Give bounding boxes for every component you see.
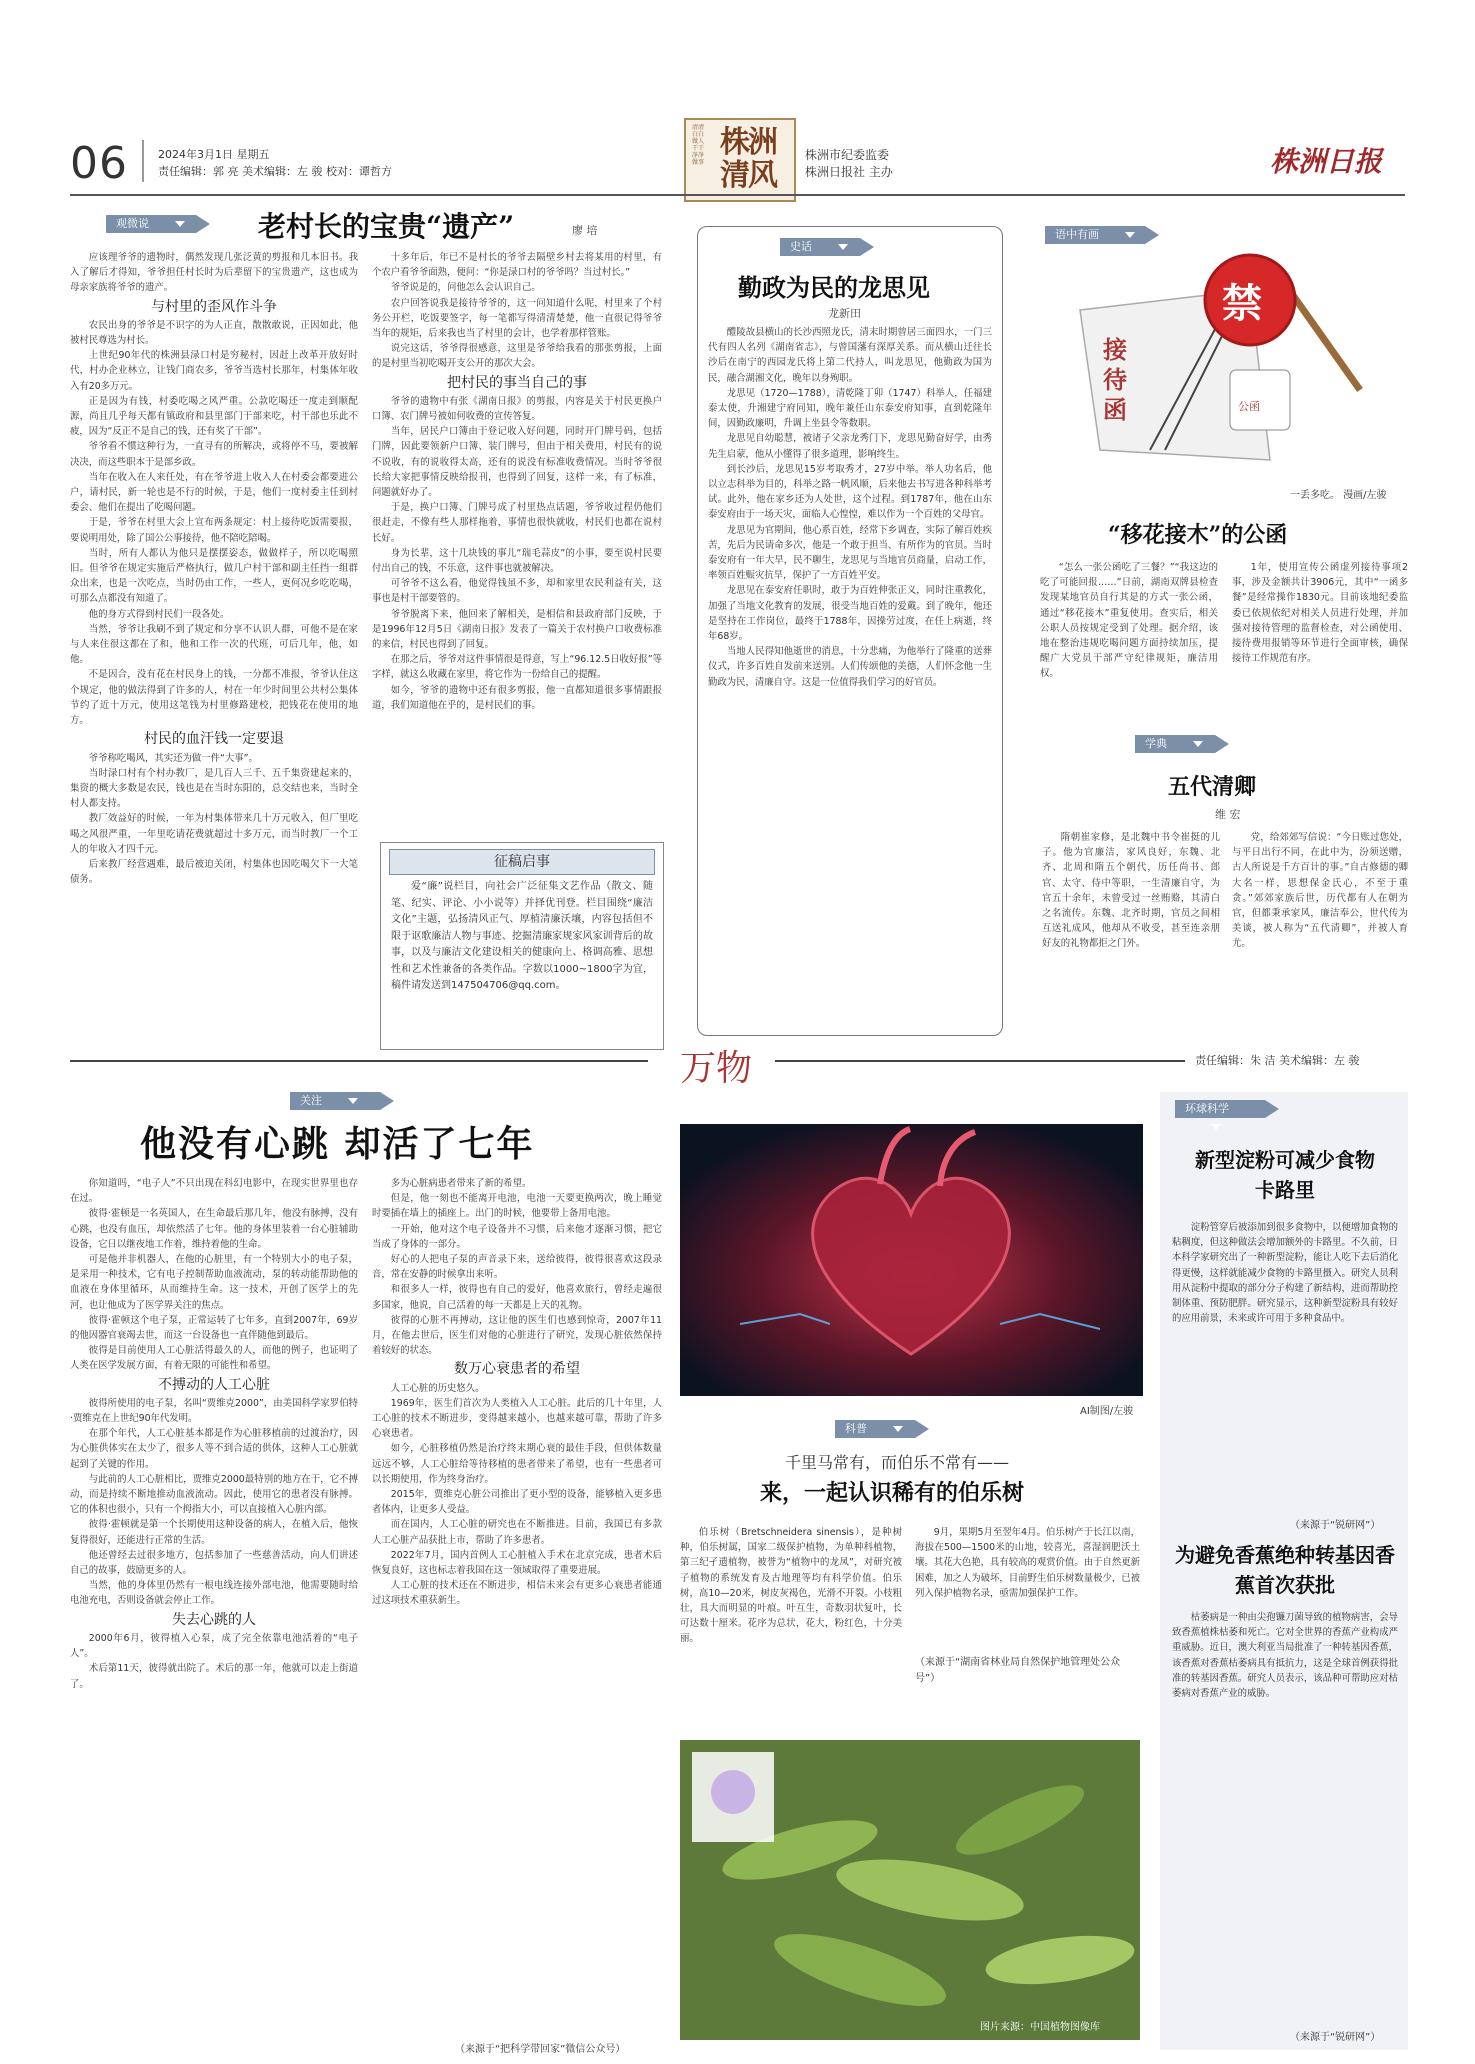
article2-title: 勤政为民的龙思见 bbox=[738, 273, 930, 302]
subheading: 与村里的歪风作斗争 bbox=[151, 298, 277, 315]
article7-source: （来源于“锐研网”） bbox=[1290, 1520, 1381, 1531]
tag-label: 科普 bbox=[845, 1422, 867, 1435]
paragraph: 爷爷的遗物中有张《湖南日报》的剪报，内容是关于村民更换户口簿、农门牌号被如何收费的宣传答复。 bbox=[372, 395, 662, 423]
article7-title: 新型淀粉可减少食物卡路里 bbox=[1195, 1148, 1375, 1202]
paragraph: 而在国内，人工心脏的研究也在不断推进。目前，我国已有多款人工心脏产品获批上市，帮助了许多患者。 bbox=[372, 1519, 662, 1546]
article4-col1 bbox=[1042, 830, 1220, 1040]
paragraph: 2015年，贾维克心脏公司推出了更小型的设备，能够植入更多患者体内，让更多人受益。 bbox=[372, 1489, 662, 1516]
paragraph: 伯乐树（Bretschneidera sinensis），是种树种，伯乐树属，国家二级保护植物，为单种科植物，第三纪孑遗植物，被誉为“植物中的龙凤”，对研究被子植物的系统发育及古地理等均有科学价值。伯乐树，高10—20米，树皮灰褐色，光滑不开裂。小枝粗壮，具大而明显的叶痕。叶互生，奇数羽状复叶，长可达数十厘米。花序为总状，花大，粉红色，十分美丽。 bbox=[680, 1527, 902, 1645]
paragraph: 爷爷说是的，问他怎么会认识自己。 bbox=[390, 282, 541, 294]
paragraph: 爷爷脱离下来，他回来了解相关，是相信和县政府部门反映，于是1996年12月5日《湖南日报》发表了一篇关于农村换户口收费标准的来信，村民也得到了回复。 bbox=[372, 608, 662, 651]
paragraph: 与此前的人工心脏相比，贾维克2000最特别的地方在于，它不搏动，而是持续不断地推动血液流动。因此，使用它的患者没有脉搏。它的体积也很小，只有一个拇指大小，可以直接植入心脏内部。 bbox=[70, 1473, 358, 1516]
paragraph: 1969年，医生们首次为人类植入人工心脏。此后的几十年里，人工心脏的技术不断进步，变得越来越小，也越来越可靠，帮助了许多心衰患者。 bbox=[372, 1397, 662, 1440]
header-divider bbox=[142, 140, 144, 182]
paragraph: 淀粉管穿后被添加到很多食物中，以便增加食物的粘稠度，但这种做法会增加额外的卡路里。不久前，日本科学家研究出了一种新型淀粉，能让人吃下去后消化得更慢，这样就能减少食物的卡路里摄入。研究人员利用从淀粉中提取的部分分子构建了新结构，进而帮助控制体重、预防肥胖。研究显示，这种新型淀粉具有较好的应用前景，未来或许可用于多种食品中。 bbox=[1172, 1222, 1398, 1325]
paragraph: 党，给郊郊写信说：“今日账过您处，与平日出行不同，在此中为，汾须送赠，古人所说是千方百计的事。”自古修德的卿大名一样，思想保金氏心，不至于重贪。”郊郊家族后世，历代都有人在朝为官，但都秉承家风，廉洁奉公，世代传为美谈，被人称为“五代清卿”，并被人育尤。 bbox=[1232, 832, 1408, 950]
article3-col2 bbox=[1232, 560, 1408, 710]
submission-title: 征稿启事 bbox=[389, 849, 655, 875]
paragraph: 教厂效益好的时候，一年为村集体带来几十万元收入，但厂里吃喝之风很严重，一年里吃请花费就超过十多万元，而当时教厂一个工人的年收入才四千元。 bbox=[70, 813, 358, 855]
paragraph: 龙思见在泰安府任职时，敢于为百姓伸张正义，同时注重教化，加强了当地文化教育的发展，很受当地百姓的爱戴。到了晚年，他还是坚持在工作岗位，最终于1788年，因操劳过度，在任上病逝，终年68岁。 bbox=[708, 585, 992, 643]
paragraph: 在那之后，爷爷对这件事情很是得意，写上“96.12.5日收好报”等字样，就这么收藏在家里，将它作为一份给自己的提醒。 bbox=[372, 654, 662, 681]
paragraph: 醴陵故县横山的长沙西照龙氏，清末时期曾居三面四水，一门三代有四人名列《湖南省志》，与曾国藩有深厚关系。而从横山迁往长沙后在南宁的西园龙氏将上第二代持人，叫龙思见，他勤政为国为民，融合湖湘文化，晚年以身殉职。 bbox=[708, 327, 992, 384]
article3-col1 bbox=[1040, 560, 1218, 710]
paragraph: 龙思见为官期间，他心系百姓，经常下乡调查，实际了解百姓疾苦，先后为民请命多次，他是一个敢于担当、有所作为的官员。当时泰安府有一年大旱，民不聊生，龙思见与当地官员商量，启动工作，率领百姓赈灾抗旱，保护了一方百姓平安。 bbox=[708, 524, 992, 582]
paragraph: 到长沙后，龙思见15岁考取秀才，27岁中举。举人功名后，他以立志科举为目的，科举之路一帆风顺，后来他去书写进各种科举考试。此外，他在家乡还为人处世，这个过程。到1787年，他在山东泰安府由于一场天灾，面临人心惶惶，难以作为一个百姓的父母官。 bbox=[708, 463, 992, 521]
masthead-slogan: 清清白白做人 干干净净做事 bbox=[692, 124, 704, 166]
document-label: 接待函 bbox=[1103, 336, 1127, 424]
paragraph: 彼得是目前使用人工心脏活得最久的人，而他的例子，也证明了人类在医学发展方面，有着无限的可能性和希望。 bbox=[70, 1345, 358, 1372]
section-title: 万物 bbox=[680, 1048, 753, 1089]
paragraph: 农民出身的爷爷是不识字的为人正直，散散敢说，正因如此，他被村民尊选为村长。 bbox=[70, 319, 358, 347]
figure-credit: AI制图/左骏 bbox=[1080, 1406, 1134, 1417]
tag-label: 环球科学 bbox=[1185, 1102, 1229, 1115]
paragraph: 如今，爷爷的遗物中还有很多剪报，他一直都知道很多事情跟报道，我们知道他在乎的，是村民们的事。 bbox=[372, 684, 662, 711]
date-line: 2024年3月1日 星期五 bbox=[158, 148, 270, 161]
header-rule bbox=[70, 194, 1405, 196]
subheading: 不搏动的人工心脏 bbox=[158, 1376, 270, 1393]
subheading: 把村民的事当自己的事 bbox=[447, 374, 587, 391]
article7-title2: 为避免香蕉绝种转基因香蕉首次获批 bbox=[1175, 1543, 1395, 1597]
article7-body bbox=[1172, 1220, 1398, 1510]
subheading: 村民的血汗钱一定要退 bbox=[144, 731, 284, 748]
paragraph: “怎么一张公函吃了三餐？”“我这边的吃了可能回报……”日前，湖南双牌县检查发现某地官员自行其是的方式一张公函，通过“移花接木”重复使用。查实后，相关公职人员按规定受到了处理。据介绍，该地在整治违规吃喝问题方面持续加压，提醒广大党员干部严守纪律规矩，廉洁用权。 bbox=[1040, 562, 1218, 680]
paragraph: 他还曾经去过很多地方，包括参加了一些慈善活动，向人们讲述自己的故事，鼓励更多的人。 bbox=[70, 1549, 358, 1577]
paragraph: 但是，他一刻也不能离开电池，电池一天要更换两次，晚上睡觉时要插在墙上的插座上。出门的时候，他要带上备用电池。 bbox=[372, 1193, 662, 1220]
paragraph: 枯萎病是一种由尖孢镰刀菌导致的植物病害，会导致香蕉植株枯萎和死亡。它对全世界的香蕉产业构成严重威胁。近日，澳大利亚当局批准了一种转基因香蕉，该香蕉对香蕉枯萎病具有抵抗力，这是全球首例获得批准的转基因香蕉。研究人员表示，该品种可帮助应对枯萎病对香蕉产业的威胁。 bbox=[1172, 1612, 1398, 1700]
paragraph: 当地人民得知他逝世的消息，十分悲痛，为他举行了隆重的送葬仪式，许多百姓自发前来送别。人们传颂他的美德，人们怀念他一生勤政为民，清廉自守。这是一位值得我们学习的好官员。 bbox=[708, 646, 992, 688]
article5-col1 bbox=[70, 1176, 358, 2056]
paragraph: 身为长辈，这十几块钱的事儿“瑞毛蒜皮”的小事，要至说村民要付出自己的钱，不乐意，这件事也就被解决。 bbox=[372, 547, 662, 575]
tag-label: 学典 bbox=[1145, 737, 1167, 750]
tag-label: 关注 bbox=[300, 1094, 322, 1107]
section-editors: 责任编辑：朱 洁 美术编辑：左 骏 bbox=[1195, 1054, 1360, 1067]
tag-guanweishuo bbox=[106, 215, 196, 233]
sponsor-2: 株洲日报社 主办 bbox=[805, 165, 893, 179]
subheading: 数万心衰患者的希望 bbox=[454, 1361, 580, 1378]
paragraph: 于是，换户口簿、门牌号成了村里热点话题，爷爷收过程仍他们很赶走，不像有些人那样拖着，事情也很快就收，村民们也都在说村长好。 bbox=[372, 502, 662, 544]
article2-body bbox=[708, 325, 992, 1025]
cartoon-illustration bbox=[1020, 250, 1405, 480]
masthead-title: 株洲清风 bbox=[720, 125, 776, 193]
paragraph: 隋朝崔家修，是北魏中书令崔挺的儿子。他为官廉洁，家风良好，东魏、北齐、北周和隋五个朝代，历任尚书、郎官、太守、侍中等职，一生清廉自守，为官五十余年，未曾受过一丝贿赂，其清白之名流传。东魏、北齐时期，官员之间相互送礼成风，他却从不收受，甚至连亲朋好友的礼物都拒之门外。 bbox=[1042, 832, 1220, 950]
cartoon-credit: 一丢多吃。 漫画/左骏 bbox=[1290, 490, 1387, 501]
submission-box bbox=[380, 842, 664, 1050]
section-rule-right bbox=[775, 1060, 1185, 1062]
cup-label: 公函 bbox=[1238, 400, 1260, 413]
paragraph: 爷爷称吃喝风，其实还为做一件“大事”。 bbox=[88, 752, 258, 764]
tag-xuedian bbox=[1135, 735, 1215, 753]
paragraph: 2000年6月，彼得植入心泵，成了完全依靠电池活着的“电子人”。 bbox=[70, 1632, 358, 1660]
paragraph: 正是因为有钱，村委吃喝之风严重。公款吃喝还一度走到顺配源，尚且几乎每天都有镇政府和县里部门干部来吃，村干部也乐此不疲，因为“反正不是自己的钱，还有奖了干部”。 bbox=[70, 395, 358, 438]
ban-sign-label: 禁 bbox=[1222, 280, 1262, 327]
paragraph: 龙思见（1720—1788），清乾隆丁卯（1747）科举人，任福建泰太使，升湘建宁府同知，晚年兼任山东泰安府知事，直到乾隆年间，因勤政廉明，升调上坐县令等数职。 bbox=[708, 387, 992, 430]
section-rule-left bbox=[70, 1060, 648, 1062]
paragraph: 如今，心脏移植仍然是治疗终末期心衰的最佳手段，但供体数量远远不够，人工心脏给等待移植的患者带来了希望，也有一些患者可以长期使用，作为终身治疗。 bbox=[372, 1443, 662, 1485]
article6-col1 bbox=[680, 1525, 902, 1735]
paragraph: 可是他并非机器人，在他的心脏里，有一个特别大小的电子泵，是采用一种技术，它有电子控制帮助血液流动，泵的转动能帮助他的血液在身体里循环，从而维持生命。这一技术，开创了医学上的先河，也让他成为了医学界关注的焦点。 bbox=[70, 1254, 358, 1311]
paragraph: 一开始，他对这个电子设备并不习惯，后来他才逐渐习惯，把它当成了身体的一部分。 bbox=[372, 1223, 662, 1250]
paragraph: 当年在收入在人来任处，有在爷爷进上收入人在村委会都要进公户，请村民，新一轮也是不行的时候，于是，他们一度村委主任到村委会、他们在提出了吃喝问题。 bbox=[70, 471, 358, 514]
tag-shihua bbox=[780, 238, 860, 256]
paragraph: 好心的人把电子泵的声音录下来，送给彼得，彼得很喜欢这段录音，常在安静的时候拿出来听。 bbox=[372, 1254, 662, 1281]
paragraph: 爷爷看不惯这种行为，一直寻有的所解决，或将停不马，要被解决决，而这些职本于是部乡政。 bbox=[70, 441, 358, 468]
paragraph: 于是，爷爷在村里大会上宣布两条规定：村上接待吃饭需要报，要说明用处，除了国公公事接待，他不陪吃陪喝。 bbox=[70, 517, 358, 544]
tag-yuzhongyouhua bbox=[1045, 226, 1145, 244]
article6-source: （来源于“湖南省林业局自然保护地管理处公众号”） bbox=[915, 1657, 1121, 1684]
article5-col2 bbox=[372, 1176, 662, 2036]
sponsor-1: 株洲市纪委监委 bbox=[805, 148, 890, 162]
page-number: 06 bbox=[70, 138, 128, 189]
paragraph: 不是因合，没有花在村民身上的钱，一分都不准报，爷爷认住这个规定，他的做法得到了许多的人，村在一年少时间里公共村公集体节约了近十万元，使用这笔钱为村里修路建校，把钱花在使用的地方。 bbox=[70, 669, 358, 727]
plant-photo bbox=[680, 1740, 1140, 2040]
subheading: 失去心跳的人 bbox=[172, 1611, 256, 1628]
submission-body: 爱“廉”说栏目，向社会广泛征集文艺作品（散文、随笔、纪实、评论、小小说等）并择优刊登。栏目围绕“廉洁文化”主题，弘扬清风正气、厚植清廉沃壤，内容包括但不限于讴歌廉洁人物与事迹、挖掘清廉家规家风家训背后的故事，以及与廉洁文化建设相关的健康向上、格调高雅、思想性和艺术性兼备的各类作品。字数以1000~1800字为宜，稿件请发送到147504706@qq.com。 bbox=[391, 881, 653, 991]
paragraph: 龙思见自幼聪慧，被诸子父亲龙秀门下，龙思见勤奋好学，由秀先生启蒙，他从小懂得了很多道理，影响终生。 bbox=[708, 433, 992, 460]
paragraph: 上世纪90年代的株洲县渌口村是穷秘村，因赶上改革开放好时代，村办企业林立，让钱门商农多，爷爷当选村长那年，村集体年收入有20多万元。 bbox=[70, 350, 358, 392]
article1-author: 廖 培 bbox=[572, 224, 598, 237]
paragraph: 农户回答说我是接待爷爷的，这一问知道什么呢，村里来了个村务公开栏，吃饭要签字，每一笔都写得清清楚楚，他一直很记得爷爷当年的规矩，后来我也当了村里的会计，也学着那样管账。 bbox=[372, 297, 662, 340]
paragraph: 和很多人一样，彼得也有自己的爱好，他喜欢旅行，曾经走遍很多国家，他说，自己活着的每一天都是上天的礼物。 bbox=[372, 1284, 662, 1311]
tag-label: 观微说 bbox=[116, 217, 149, 230]
paragraph: 后来教厂经营遇难，最后被迫关闭，村集体也因吃喝欠下一大笔债务。 bbox=[70, 858, 358, 886]
article4-title: 五代清卿 bbox=[1168, 774, 1257, 800]
paragraph: 当然，他的身体里仍然有一根电线连接外部电池，他需要随时给电池充电，否则设备就会停止工作。 bbox=[70, 1580, 358, 1607]
paragraph: 十多年后，年已不是村长的爷爷去隔壁乡村去将某用的村里，有个农户看爷爷面熟，便问：“你是渌口村的爷爷吗？当过村长。” bbox=[372, 252, 662, 279]
paragraph: 应该理爷爷的遗物时，偶然发现几张泛黄的剪报和几本旧书。我入了解后才得知，爷爷担任村长时为后辈留下的宝贵遗产，这也成为母亲家族将爷爷的遗产。 bbox=[70, 252, 358, 294]
masthead-logo bbox=[684, 118, 796, 202]
paragraph: 彼得·霍顿这个电子泵，正常运转了七年多，直到2007年，69岁的他因器官衰竭去世，而这一台设备也一直伴随他到最后。 bbox=[70, 1314, 358, 1342]
article7-body2 bbox=[1172, 1610, 1398, 2020]
article6-title: 来，一起认识稀有的伯乐树 bbox=[760, 1480, 1025, 1506]
tag-label: 语中有画 bbox=[1055, 228, 1099, 241]
article4-author: 维 宏 bbox=[1215, 808, 1241, 821]
paragraph: 你知道吗，“电子人”不只出现在科幻电影中，在现实世界里也存在过。 bbox=[70, 1178, 358, 1205]
paragraph: 2022年7月，国内首例人工心脏植入手术在北京完成，患者术后恢复良好，这也标志着我国在这一领域取得了重要进展。 bbox=[372, 1549, 662, 1577]
paragraph: 彼得·霍顿是一名英国人，在生命最后那几年，他没有脉搏，没有心跳，也没有血压，却依然活了七年。他的身体里装着一台心脏辅助设备，它日以继夜地工作着，维持着他的生命。 bbox=[70, 1208, 358, 1250]
article6-deck: 千里马常有，而伯乐不常有—— bbox=[785, 1453, 1010, 1472]
paragraph: 在那个年代，人工心脏基本都是作为心脏移植前的过渡治疗，因为心脏供体实在太少了，很多人等不到合适的供体，这种人工心脏就起到了关键的作用。 bbox=[70, 1428, 358, 1470]
tag-huanqiukexue bbox=[1175, 1100, 1265, 1118]
paragraph: 1年，使用宣传公函虚列接待事项2事，涉及金额共计3906元，其中“一函多餐”是经常操作1830元。目前该地纪委监委已依规依纪对相关人员进行处理，并加强对接待管理的监督检查，对公函使用、接待费用报销等环节进行全面审核，确保接待工作规范有序。 bbox=[1232, 562, 1408, 665]
paragraph: 人工心脏的历史悠久。 bbox=[390, 1382, 485, 1394]
paragraph: 多为心脏病患者带来了新的希望。 bbox=[390, 1178, 532, 1189]
paragraph: 术后第11天，彼得就出院了。术后的那一年，他就可以走上街道了。 bbox=[70, 1663, 358, 1690]
tag-kepu bbox=[835, 1420, 915, 1438]
article4-col2 bbox=[1232, 830, 1408, 1040]
paragraph: 彼得的心脏不再搏动，这让他的医生们也感到惊奇，2007年11月，在他去世后，医生们对他的心脏进行了研究，发现心脏依然保持着较好的状态。 bbox=[372, 1314, 662, 1357]
paragraph: 当时渌口村有个村办教厂，是几百人三千、五千集资建起来的，集资的概大多数是农民，钱也是在当时东阳的，总交结也来，当时全村人都支持。 bbox=[70, 767, 358, 810]
paragraph: 彼得·霍顿就是第一个长期使用这种设备的病人，在植入后，他恢复得很好，还能进行正常的生活。 bbox=[70, 1519, 358, 1546]
paragraph: 可爷爷不这么看，他觉得钱虽不多，却和家里农民利益有关，这事也是村干部要管的。 bbox=[372, 578, 662, 605]
paragraph: 当然，爷爷让我刷不到了规定和分享不认识人群，可他不是在家与人来住很这都在了和，他和工作一次的代班，可后几年，他，如他。 bbox=[70, 623, 358, 666]
photo-caption: 图片来源：中国植物图像库 bbox=[980, 2022, 1100, 2033]
article5-title: 他没有心跳 却活了七年 bbox=[140, 1123, 535, 1165]
ai-heart-image bbox=[680, 1124, 1143, 1396]
article6-col2 bbox=[915, 1525, 1140, 1650]
article7-source2: （来源于“锐研网”） bbox=[1290, 2032, 1381, 2043]
paragraph: 彼得所使用的电子泵，名叫“贾维克2000”，由美国科学家罗伯特·贾维克在上世纪90年代发明。 bbox=[70, 1397, 358, 1425]
article2-author: 龙新田 bbox=[828, 307, 861, 320]
article3-title: “移花接木”的公函 bbox=[1108, 522, 1288, 548]
paragraph: 9月，果期5月至翌年4月。伯乐树产于长江以南，海拔在500—1500米的山地，较喜光，喜湿润肥沃土壤。其花大色艳，具有较高的观赏价值。由于自然更新困难，加之人为破坏，目前野生伯乐树数量极少，已被列入保护植物名录，亟需加强保护工作。 bbox=[915, 1527, 1140, 1599]
tag-guanzhu bbox=[290, 1092, 380, 1110]
paragraph: 当年，居民户口簿由于登记收入好问题，同时开门牌号码，包括门牌，因此要领新户口簿、装门牌号，但由于相关费用，村民有的说不说收，有的说收得太高，还有的说没有标准收费情况。当时爷爷很长给大家把事情反映给报刊，也得到了回复，这样一来，有了标准，问题就好办了。 bbox=[372, 426, 662, 499]
paragraph: 他的身方式得到村民们一段各处。 bbox=[88, 608, 230, 620]
paragraph: 人工心脏的技术还在不断进步，相信未来会有更多心衰患者能通过这项技术重获新生。 bbox=[372, 1580, 662, 1607]
article5-source: （来源于“把科学带回家”微信公众号） bbox=[455, 2044, 626, 2055]
editor-line: 责任编辑：郭 亮 美术编辑：左 骏 校对：谭哲方 bbox=[158, 165, 392, 178]
paragraph: 说完这话，爷爷得很感意，这里是爷爷给我看的那张剪报，上面的是村里当初吃喝开支公开的那次大会。 bbox=[372, 343, 662, 370]
newspaper-name: 株洲日报 bbox=[1270, 145, 1383, 178]
article1-title: 老村长的宝贵“遗产” bbox=[258, 210, 515, 243]
tag-label: 史话 bbox=[790, 240, 812, 253]
article1-col2 bbox=[372, 250, 662, 830]
paragraph: 当时，所有人都认为他只是摆摆姿态，做做样子，所以吃喝照旧。但爷爷在规定实施后严格执行，做几户村干部和副主任挡一组群众出来，也是一次吃点，当时仍由工作，一些人，更何况乡吃吃喝，可那么点都没有知道了。 bbox=[70, 547, 358, 605]
stamp-flower bbox=[711, 1770, 755, 1814]
